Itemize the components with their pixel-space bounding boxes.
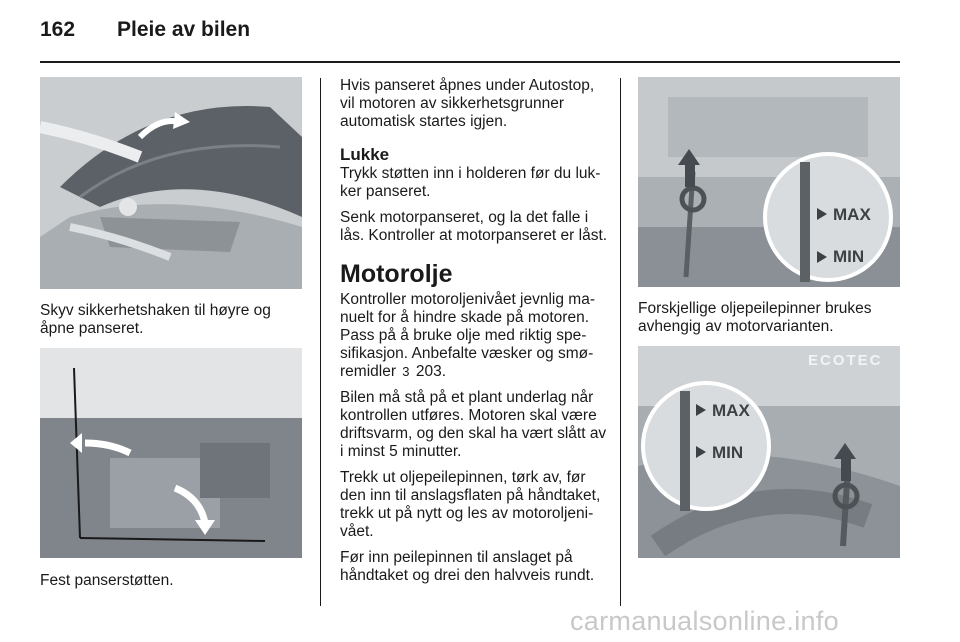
para-lukke-1: Trykk støtten inn i holderen før du luk-ker panseret. (340, 165, 601, 200)
caption-hood-latch: Skyv sikkerhetshaken til høyre og åpne panseret. (40, 302, 271, 337)
page-reference[interactable]: 203. (415, 363, 447, 380)
caption-dipsticks: Forskjellige oljepeilepinner brukes avhengig av motorvarianten. (638, 300, 872, 335)
photo-dipstick-engine-2 (638, 346, 900, 558)
heading-lukke: Lukke (340, 145, 390, 164)
dipstick-min-label-1: MIN (833, 247, 865, 266)
para-olje-1 (340, 291, 608, 381)
photo-hood-support (40, 348, 302, 558)
watermark: carmanualsonline.info (570, 606, 839, 636)
column-divider-1 (320, 78, 321, 606)
middle-column (340, 77, 608, 593)
engine-logo: ECOTEC (808, 352, 883, 369)
header-rule (40, 61, 900, 63)
dipstick-max-label-2: MAX (712, 401, 750, 420)
dipstick-max-label-1: MAX (833, 205, 871, 224)
page-title: Pleie av bilen (117, 18, 251, 41)
page-number: 162 (40, 18, 76, 41)
heading-motorolje: Motorolje (340, 260, 453, 288)
photo-dipstick-engine-1 (638, 77, 900, 287)
para-autostop: Hvis panseret åpnes under Autostop, vil motoren av sikkerhetsgrunner automatisk startes igjen. (340, 77, 595, 130)
para-olje-1-text: Kontroller motoroljenivået jevnlig ma-nuelt for å hindre skade på motoren. Pass på å bruke olje med riktig spe-sifikasjon. Anbefalte væsker og smø-remidler (340, 291, 596, 380)
column-divider-2 (620, 78, 621, 606)
para-olje-3: Trekk ut oljepeilepinnen, tørk av, før den inn til anslagsflaten på håndtaket, trekk ut på nytt og les av motoroljeni-vået. (340, 469, 601, 540)
dipstick-min-label-2: MIN (712, 443, 744, 462)
para-olje-2: Bilen må stå på et plant underlag når kontrollen utføres. Motoren skal være driftsvarm, og den skal ha vært slått av i minst 5 minutter. (340, 389, 607, 460)
caption-hood-support: Fest panserstøtten. (40, 572, 174, 589)
page-reference-icon: 3 (402, 364, 410, 379)
photo-hood-opening (40, 77, 302, 289)
para-lukke-2: Senk motorpanseret, og la det falle i lås. Kontroller at motorpanseret er låst. (340, 209, 608, 244)
para-olje-4: Før inn peilepinnen til anslaget på håndtaket og drei den halvveis rundt. (340, 549, 595, 584)
